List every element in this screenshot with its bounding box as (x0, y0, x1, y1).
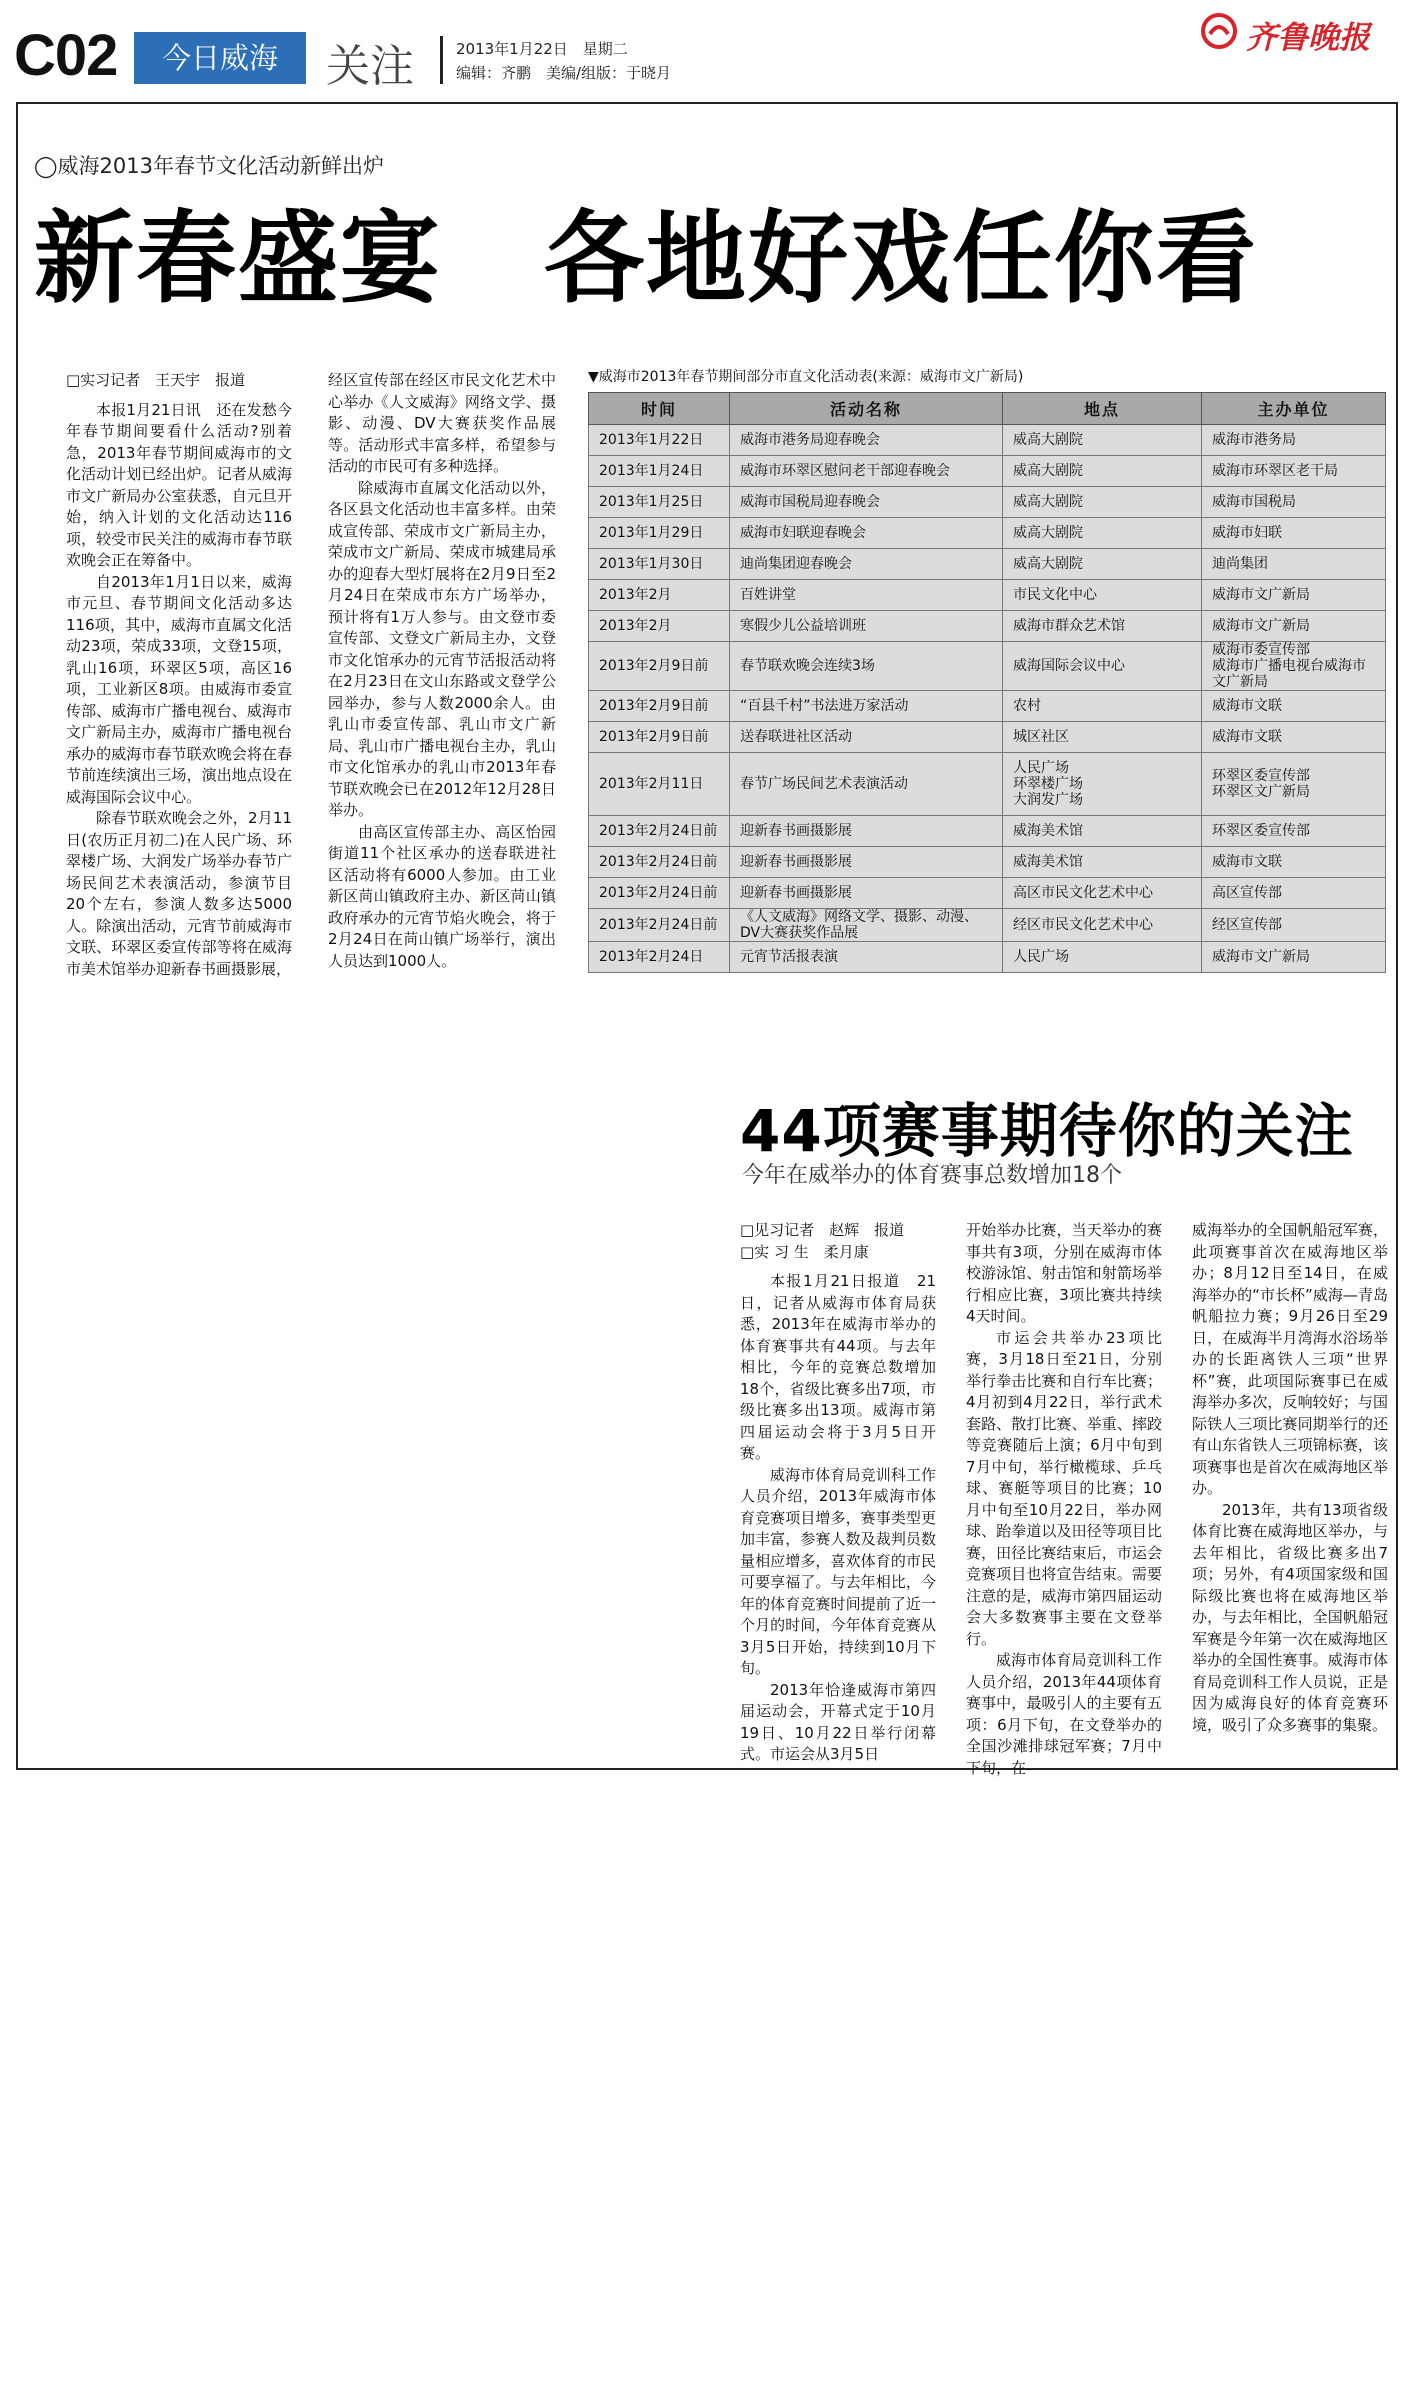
cell-venue: 威高大剧院 (1003, 425, 1202, 456)
cell-venue: 威海市群众艺术馆 (1003, 611, 1202, 642)
cell-venue: 威高大剧院 (1003, 487, 1202, 518)
cell-event: 威海市环翠区慰问老干部迎春晚会 (730, 456, 1003, 487)
table-caption: ▼威海市2013年春节期间部分市直文化活动表(来源：威海市文广新局) (588, 369, 1024, 385)
header-time: 时间 (589, 393, 730, 425)
cell-event: 元宵节活报表演 (730, 942, 1003, 973)
story2-paragraph: 本报1月21日报道 21日，记者从威海市体育局获悉，2013年在威海市举办的体育赛事共有44项。与去年相比，今年的竞赛总数增加18个，省级比赛多出7项，市级比赛多出13项。威海市第四届运动会将于3月5日开赛。 (740, 1272, 936, 1462)
cell-venue: 威高大剧院 (1003, 518, 1202, 549)
table-row (589, 611, 1386, 642)
cell-time: 2013年1月24日 (589, 456, 730, 487)
cell-venue: 高区市民文化艺术中心 (1003, 878, 1202, 909)
cell-organizer: 环翠区委宣传部 (1202, 816, 1386, 847)
table-row (589, 909, 1386, 942)
cell-event: 送春联进社区活动 (730, 722, 1003, 753)
cell-venue: 农村 (1003, 691, 1202, 722)
story1-byline: □实习记者 王天宇 报道 (66, 371, 246, 389)
story2-subhead: 今年在威举办的体育赛事总数增加18个 (742, 1163, 1122, 1188)
table-row (589, 549, 1386, 580)
brand-name: 齐鲁晚报 (1246, 20, 1370, 56)
story2-paragraph: 2013年恰逢威海市第四届运动会，开幕式定于10月19日、10月22日举行闭幕式。市运会从3月5日 (740, 1680, 936, 1763)
table-row (589, 722, 1386, 753)
header-event: 活动名称 (730, 393, 1003, 425)
story2-byline-2: □实 习 生 柔月康 (740, 1242, 869, 1261)
table-row (589, 753, 1386, 816)
cell-organizer: 经区宣传部 (1202, 909, 1386, 942)
story2-headline: 44项赛事期待你的关注 (740, 1097, 1354, 1165)
cell-event: 迎新春书画摄影展 (730, 878, 1003, 909)
cell-venue: 威海美术馆 (1003, 847, 1202, 878)
story1-paragraph: 经区宣传部在经区市民文化艺术中心举办《人文威海》网络文学、摄影、动漫、DV大赛获奖作品展等。活动形式丰富多样，希望参与活动的市民可有多种选择。 (328, 371, 556, 475)
story2-column-3 (1192, 1220, 1388, 1750)
cell-event: “百县千村”书法进万家活动 (730, 691, 1003, 722)
cell-venue: 人民广场 环翠楼广场 大润发广场 (1003, 753, 1202, 816)
cell-time: 2013年2月24日前 (589, 878, 730, 909)
table-row (589, 518, 1386, 549)
newspaper-brand (1200, 8, 1404, 54)
story2-paragraph: 威海市体育局竞训科工作人员介绍，2013年44项体育赛事中，最吸引人的主要有五项：6月下旬，在文登举办的全国沙滩排球冠军赛；7月中下旬，在 (966, 1651, 1162, 1777)
story2-paragraph: 2013年，共有13项省级体育比赛在威海地区举办，与去年相比，省级比赛多出7项；另外，有4项国家级和国际级比赛也将在威海地区举办，与去年相比，全国帆船冠军赛是今年第一次在威海地区举办的全国性赛事。威海市体育局竞训科工作人员说，正是因为威海良好的体育竞赛环境，吸引了众多赛事的集聚。 (1192, 1500, 1388, 1734)
column-title: 关注 (326, 41, 414, 92)
brand-logo-icon (1200, 12, 1238, 50)
story2-paragraph: 威海举办的全国帆船冠军赛，此项赛事首次在威海地区举办；8月12日至14日，在威海举办的“市长杯”威海—青岛帆船拉力赛；9月26日至29日，在威海半月湾海水浴场举办的长距离铁人三项“世界杯”赛，此项国际赛事已在威海举办多次，反响较好；与国际铁人三项比赛同期举行的还有山东省铁人三项锦标赛，该项赛事也是首次在威海地区举办。 (1192, 1221, 1388, 1497)
cell-event: 威海市港务局迎春晚会 (730, 425, 1003, 456)
story1-column-2 (328, 370, 556, 1050)
story1-paragraph: 由高区宣传部主办、高区怡园街道11个社区承办的送春联进社区活动将有6000人参加。由工业新区苘山镇政府主办、新区苘山镇政府承办的元宵节焰火晚会，将于2月24日在苘山镇广场举行，演出人员达到1000人。 (328, 822, 556, 970)
cell-organizer: 威海市文广新局 (1202, 942, 1386, 973)
cell-organizer: 环翠区委宣传部 环翠区文广新局 (1202, 753, 1386, 816)
cell-time: 2013年1月25日 (589, 487, 730, 518)
cell-event: 迎新春书画摄影展 (730, 847, 1003, 878)
story1-paragraph: 除威海市直属文化活动以外，各区县文化活动也丰富多样。由荣成宣传部、荣成市文广新局主办，荣成市文广新局、荣成市城建局承办的迎春大型灯展将在2月9日至2月24日在荣成市东方广场举办，预计将有1万人参与。由文登市委宣传部、文登文广新局主办，文登市文化馆承办的元宵节活报活动将在2月23日在文山东路或文登学公园举办，参与人数2000余人。由乳山市委宣传部、乳山市文广新局、乳山市广播电视台主办，乳山市文化馆承办的乳山市2013年春节联欢晚会已在2012年12月28日举办。 (328, 478, 556, 819)
header-venue: 地点 (1003, 393, 1202, 425)
page-number: C02 (14, 23, 118, 88)
events-table (588, 392, 1386, 973)
story2-column-2 (966, 1220, 1162, 1777)
story1-column-1 (66, 370, 292, 1050)
cell-event: 春节广场民间艺术表演活动 (730, 753, 1003, 816)
story1-paragraph: 本报1月21日讯 还在发愁今年春节期间要看什么活动?别着急，2013年春节期间威海市的文化活动计划已经出炉。记者从威海市文广新局办公室获悉，自元旦开始，纳入计划的文化活动达116项，较受市民关注的威海市春节联欢晚会正在筹备中。 (66, 400, 292, 569)
cell-organizer: 威海市港务局 (1202, 425, 1386, 456)
cell-organizer: 迪尚集团 (1202, 549, 1386, 580)
table-row (589, 456, 1386, 487)
table-row (589, 878, 1386, 909)
cell-organizer: 威海市文联 (1202, 847, 1386, 878)
cell-time: 2013年2月24日前 (589, 847, 730, 878)
cell-venue: 威高大剧院 (1003, 456, 1202, 487)
section-tab: 今日威海 (134, 32, 306, 84)
cell-organizer: 威海市国税局 (1202, 487, 1386, 518)
cell-venue: 威高大剧院 (1003, 549, 1202, 580)
story2-paragraph: 威海市体育局竞训科工作人员介绍，2013年威海市体育竞赛项目增多，赛事类型更加丰富，参赛人数及裁判员数量相应增多，喜欢体育的市民可要享福了。与去年相比，今年的体育竞赛时间提前了近一个月的时间，今年体育竞赛从3月5日开始，持续到10月下旬。 (740, 1465, 936, 1677)
table-row (589, 847, 1386, 878)
cell-event: 威海市国税局迎春晚会 (730, 487, 1003, 518)
cell-time: 2013年1月30日 (589, 549, 730, 580)
cell-time: 2013年2月24日前 (589, 909, 730, 942)
table-row (589, 425, 1386, 456)
cell-time: 2013年2月24日 (589, 942, 730, 973)
cell-time: 2013年2月9日前 (589, 722, 730, 753)
cell-time: 2013年2月24日前 (589, 816, 730, 847)
table-row (589, 691, 1386, 722)
cell-event: 百姓讲堂 (730, 580, 1003, 611)
story1-paragraph: 自2013年1月1日以来，威海市元旦、春节期间文化活动多达116项，其中，威海市直属文化活动23项，荣成33项，文登15项，乳山16项，环翠区5项，高区16项，工业新区8项。由威海市委宣传部、威海市广播电视台、威海市文广新局主办，威海市广播电视台承办的威海市春节联欢晚会将在春节前连续演出三场，演出地点设在威海国际会议中心。 (66, 572, 292, 806)
cell-organizer: 威海市环翠区老干局 (1202, 456, 1386, 487)
cell-event: 威海市妇联迎春晚会 (730, 518, 1003, 549)
cell-event: 春节联欢晚会连续3场 (730, 642, 1003, 691)
table-header-row (589, 393, 1386, 425)
story1-headline: 新春盛宴 各地好戏任你看 (34, 200, 1258, 317)
cell-event: 迪尚集团迎春晚会 (730, 549, 1003, 580)
cell-event: 《人文威海》网络文学、摄影、动漫、DV大赛获奖作品展 (730, 909, 1003, 942)
editor-credits: 编辑：齐鹏 美编/组版：于晓月 (456, 64, 672, 82)
cell-organizer: 威海市文广新局 (1202, 580, 1386, 611)
cell-time: 2013年2月9日前 (589, 691, 730, 722)
cell-event: 迎新春书画摄影展 (730, 816, 1003, 847)
cell-time: 2013年2月 (589, 580, 730, 611)
table-row (589, 942, 1386, 973)
cell-time: 2013年2月11日 (589, 753, 730, 816)
cell-organizer: 威海市文联 (1202, 722, 1386, 753)
story2-paragraph: 市运会共举办23项比赛，3月18日至21日，分别举行拳击比赛和自行车比赛；4月初到4月22日，举行武术套路、散打比赛、举重、摔跤等竞赛随后上演；6月中旬到7月中旬，举行橄榄球、乒乓球、赛艇等项目的比赛；10月中旬至10月22日，举办网球、跆拳道以及田径等项目比赛，田径比赛结束后，市运会竞赛项目也将宣告结束。需要注意的是，威海市第四届运动会大多数赛事主要在文登举行。 (966, 1328, 1162, 1648)
cell-organizer: 威海市委宣传部 威海市广播电视台威海市文广新局 (1202, 642, 1386, 691)
header-organizer: 主办单位 (1202, 393, 1386, 425)
cell-time: 2013年2月 (589, 611, 730, 642)
cell-venue: 市民文化中心 (1003, 580, 1202, 611)
table-body (589, 425, 1386, 973)
cell-venue: 经区市民文化艺术中心 (1003, 909, 1202, 942)
cell-time: 2013年2月9日前 (589, 642, 730, 691)
table-row (589, 580, 1386, 611)
cell-time: 2013年1月22日 (589, 425, 730, 456)
story1-paragraph: 除春节联欢晚会之外，2月11日(农历正月初二)在人民广场、环翠楼广场、大润发广场举办春节广场民间艺术表演活动，参演节目20个左右，参演人数多达5000人。除演出活动，元宵节前威海市文联、环翠区委宣传部等将在威海市美术馆举办迎新春书画摄影展， (66, 809, 292, 978)
cell-organizer: 威海市文广新局 (1202, 611, 1386, 642)
masthead-divider (440, 36, 443, 84)
cell-time: 2013年1月29日 (589, 518, 730, 549)
cell-organizer: 威海市妇联 (1202, 518, 1386, 549)
table-row (589, 816, 1386, 847)
story2-column-1 (740, 1220, 936, 1763)
cell-organizer: 威海市文联 (1202, 691, 1386, 722)
table-row (589, 642, 1386, 691)
cell-venue: 威海美术馆 (1003, 816, 1202, 847)
cell-organizer: 高区宣传部 (1202, 878, 1386, 909)
issue-date: 2013年1月22日 星期二 (456, 40, 628, 58)
cell-event: 寒假少儿公益培训班 (730, 611, 1003, 642)
story2-byline-1: □见习记者 赵辉 报道 (740, 1221, 905, 1239)
cell-venue: 城区社区 (1003, 722, 1202, 753)
story1-kicker: ◯威海2013年春节文化活动新鲜出炉 (34, 154, 384, 178)
table-row (589, 487, 1386, 518)
cell-venue: 人民广场 (1003, 942, 1202, 973)
cell-venue: 威海国际会议中心 (1003, 642, 1202, 691)
story2-paragraph: 开始举办比赛，当天举办的赛事共有3项，分别在威海市体校游泳馆、射击馆和射箭场举行相应比赛，3项比赛共持续4天时间。 (966, 1221, 1162, 1325)
